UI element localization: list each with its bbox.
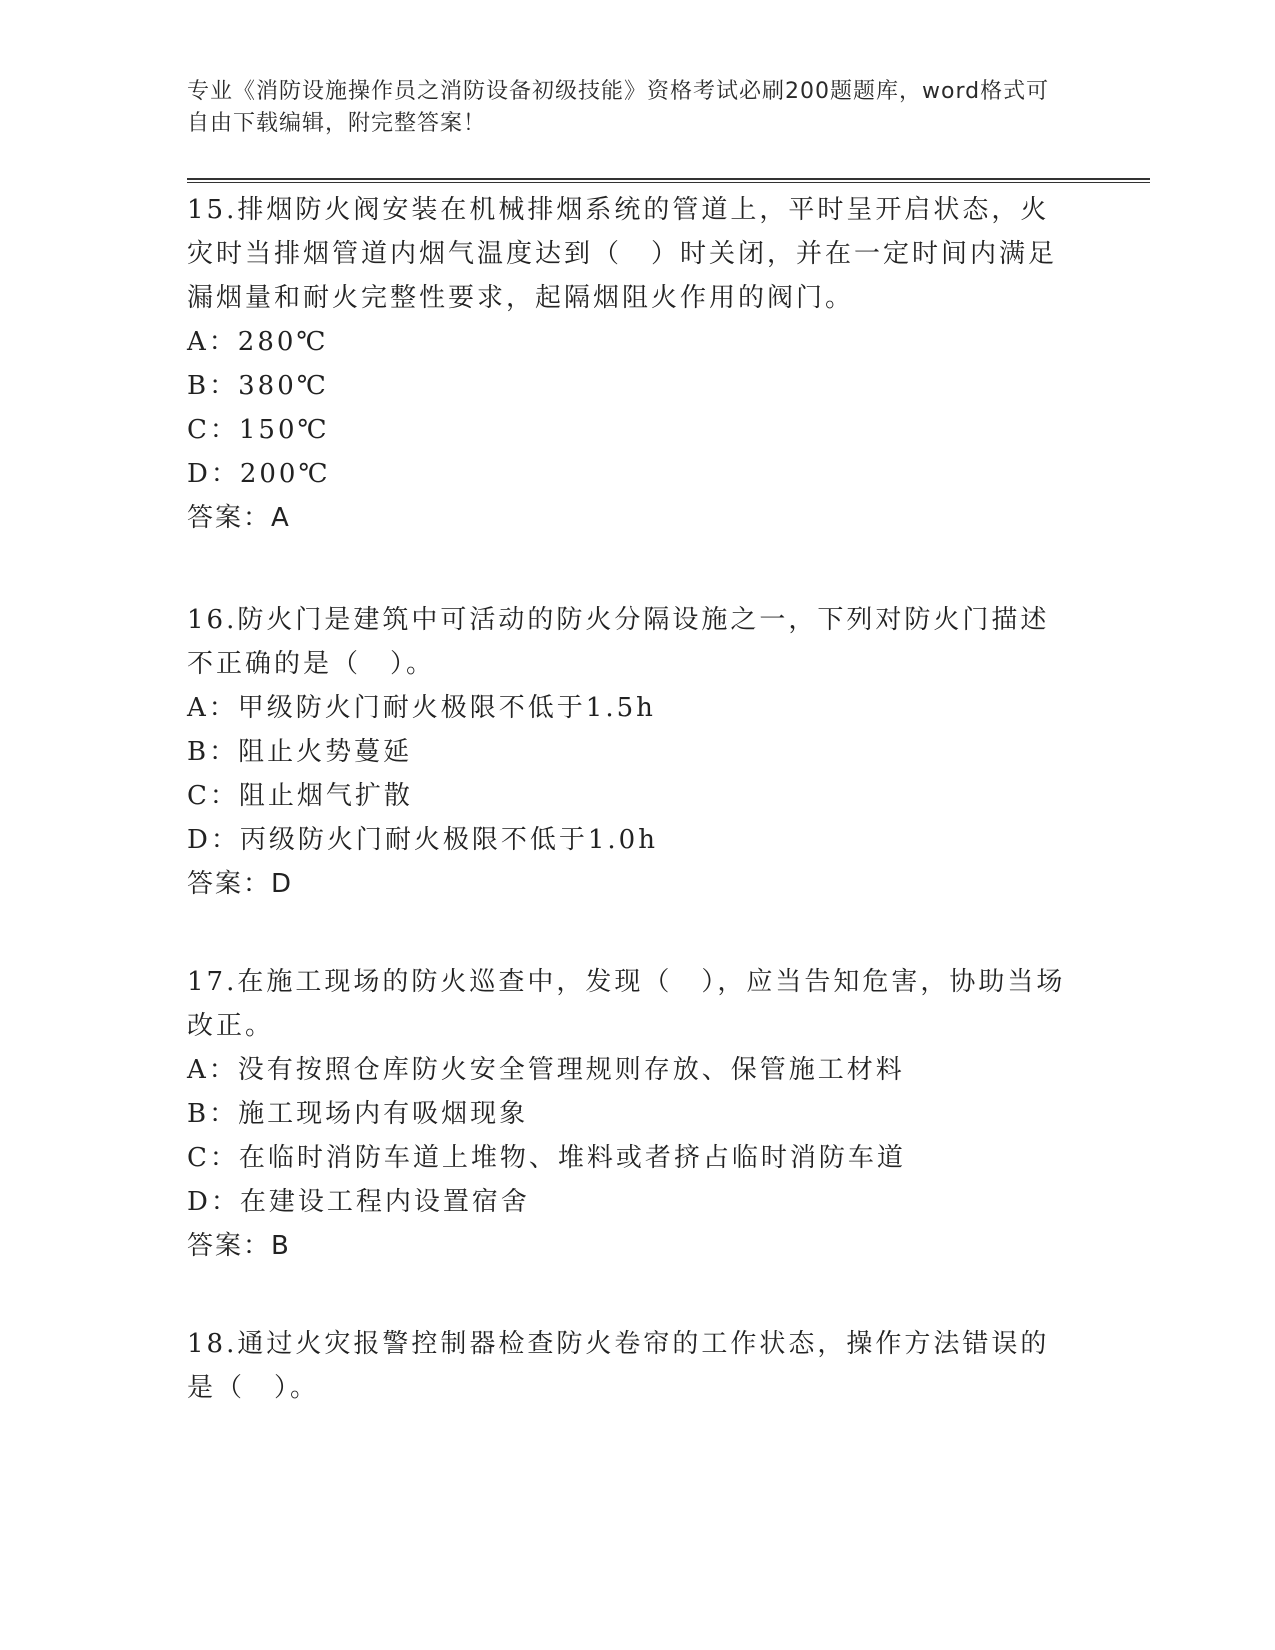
answer-line: 答案：D xyxy=(187,869,294,899)
question-stem: 15.排烟防火阀安装在机械排烟系统的管道上，平时呈开启状态，火灾时当排烟管道内烟气温度达到（ ）时关闭，并在一定时间内满足漏烟量和耐火完整性要求，起隔烟阻火作用的阀门。 xyxy=(187,195,1058,313)
answer-line: 答案：B xyxy=(187,1231,291,1261)
option-c: C：在临时消防车道上堆物、堆料或者挤占临时消防车道 xyxy=(187,1143,906,1173)
option-d: D：在建设工程内设置宿舍 xyxy=(187,1187,530,1217)
option-c: C：阻止烟气扩散 xyxy=(187,781,413,811)
option-a: A：甲级防火门耐火极限不低于1.5h xyxy=(187,693,656,723)
option-a: A：没有按照仓库防火安全管理规则存放、保管施工材料 xyxy=(187,1055,905,1085)
answer-line: 答案：A xyxy=(187,503,291,533)
question-stem: 18.通过火灾报警控制器检查防火卷帘的工作状态，操作方法错误的是（ ）。 xyxy=(187,1329,1050,1403)
option-b: B：阻止火势蔓延 xyxy=(187,737,413,767)
question-16 xyxy=(187,598,1067,906)
header-divider-thin xyxy=(187,182,1150,183)
question-17 xyxy=(187,960,1067,1268)
question-18 xyxy=(187,1322,1067,1410)
option-b: B：施工现场内有吸烟现象 xyxy=(187,1099,529,1129)
option-d: D：200℃ xyxy=(187,459,331,489)
option-b: B：380℃ xyxy=(187,371,329,401)
question-15 xyxy=(187,188,1067,540)
header-divider-thick xyxy=(187,178,1150,180)
option-a: A：280℃ xyxy=(187,327,329,357)
document-header: 专业《消防设施操作员之消防设备初级技能》资格考试必刷200题题库，word格式可自由下载编辑，附完整答案！ xyxy=(187,79,1050,136)
option-c: C：150℃ xyxy=(187,415,330,445)
question-stem: 16.防火门是建筑中可活动的防火分隔设施之一，下列对防火门描述不正确的是（ ）。 xyxy=(187,605,1050,679)
option-d: D：丙级防火门耐火极限不低于1.0h xyxy=(187,825,658,855)
question-stem: 17.在施工现场的防火巡查中，发现（ ），应当告知危害，协助当场改正。 xyxy=(187,967,1066,1041)
